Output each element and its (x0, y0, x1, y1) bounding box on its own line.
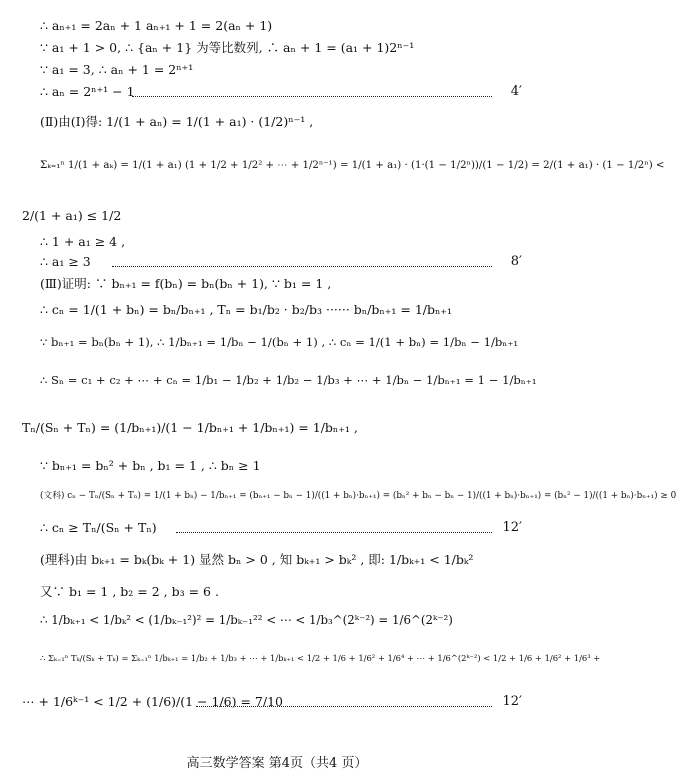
page-footer: 高三数学答案 第4页（共4 页） (186, 756, 368, 771)
dot-leader (132, 96, 492, 97)
line-10: (Ⅲ)证明: ∵ bₙ₊₁ = f(bₙ) = bₙ(bₙ + 1), ∵ b₁ = 1 , (40, 276, 332, 291)
line-5: (Ⅱ)由(Ⅰ)得: 1/(1 + aₙ) = 1/(1 + a₁) · (1/2)ⁿ⁻¹ , (40, 114, 314, 129)
score-8: 8′ (510, 254, 522, 269)
line-6: Σₖ₌₁ⁿ 1/(1 + aₖ) = 1/(1 + a₁) (1 + 1/2 + 1/2² + ⋯ + 1/2ⁿ⁻¹) = 1/(1 + a₁) · (1·(1 − 1/2ⁿ))/(1 − 1/2) = 2/(1 + a₁) · (1 − 1/2ⁿ) < (40, 160, 665, 171)
line-13: ∴ Sₙ = c₁ + c₂ + ⋯ + cₙ = 1/b₁ − 1/b₂ + 1/b₂ − 1/b₃ + ⋯ + 1/bₙ − 1/bₙ₊₁ = 1 − 1/bₙ₊₁ (40, 373, 537, 387)
line-7: 2/(1 + a₁) ≤ 1/2 (22, 208, 122, 223)
dot-leader (176, 532, 492, 533)
line-8: ∴ 1 + a₁ ≥ 4 , (40, 234, 126, 249)
score-4: 4′ (510, 84, 522, 99)
line-2: ∵ a₁ + 1 > 0, ∴ {aₙ + 1} 为等比数列, ∴ aₙ + 1 = (a₁ + 1)2ⁿ⁻¹ (40, 40, 415, 55)
line-12: ∵ bₙ₊₁ = bₙ(bₙ + 1), ∴ 1/bₙ₊₁ = 1/bₙ − 1/(bₙ + 1) , ∴ cₙ = 1/(1 + bₙ) = 1/bₙ − 1/bₙ₊₁ (40, 335, 519, 349)
line-4: ∴ aₙ = 2ⁿ⁺¹ − 1 (40, 84, 135, 99)
line-14: Tₙ/(Sₙ + Tₙ) = (1/bₙ₊₁)/(1 − 1/bₙ₊₁ + 1/bₙ₊₁) = 1/bₙ₊₁ , (22, 420, 358, 435)
line-3: ∵ a₁ = 3, ∴ aₙ + 1 = 2ⁿ⁺¹ (40, 62, 194, 77)
line-19: 又∵ b₁ = 1 , b₂ = 2 , b₃ = 6 . (40, 584, 219, 599)
dot-leader (112, 266, 492, 267)
line-15: ∵ bₙ₊₁ = bₙ² + bₙ , b₁ = 1 , ∴ bₙ ≥ 1 (40, 458, 261, 473)
line-9: ∴ a₁ ≥ 3 (40, 254, 91, 269)
line-20: ∴ 1/bₖ₊₁ < 1/bₖ² < (1/bₖ₋₁²)² = 1/bₖ₋₁²² < ⋯ < 1/b₃^(2ᵏ⁻²) = 1/6^(2ᵏ⁻²) (40, 613, 453, 627)
line-17: ∴ cₙ ≥ Tₙ/(Sₙ + Tₙ) (40, 520, 157, 535)
line-16: (文科) cₙ − Tₙ/(Sₙ + Tₙ) = 1/(1 + bₙ) − 1/bₙ₊₁ = (bₙ₊₁ − bₙ − 1)/((1 + bₙ)·bₙ₊₁) = (bₙ² + bₙ − bₙ − 1)/((1 + bₙ)·bₙ₊₁) = (bₙ² − 1)/((1 + bₙ)·bₙ₊₁) ≥ 0 (40, 491, 676, 501)
line-1: ∴ aₙ₊₁ = 2aₙ + 1 aₙ₊₁ + 1 = 2(aₙ + 1) (40, 18, 273, 33)
line-11: ∴ cₙ = 1/(1 + bₙ) = bₙ/bₙ₊₁ , Tₙ = b₁/b₂ · b₂/b₃ ······ bₙ/bₙ₊₁ = 1/bₙ₊₁ (40, 302, 453, 317)
line-22: ⋯ + 1/6ᵏ⁻¹ < 1/2 + (1/6)/(1 − 1/6) = 7/10 (22, 694, 283, 709)
dot-leader (196, 706, 492, 707)
line-18: (理科)由 bₖ₊₁ = bₖ(bₖ + 1) 显然 bₙ > 0 , 知 bₖ₊₁ > bₖ² , 即: 1/bₖ₊₁ < 1/bₖ² (40, 552, 474, 567)
score-12-final: 12′ (502, 694, 522, 709)
line-21: ∴ Σₖ₌₁ⁿ Tₖ/(Sₖ + Tₖ) = Σₖ₌₁ⁿ 1/bₖ₊₁ = 1/b₂ + 1/b₃ + ⋯ + 1/bₖ₊₁ < 1/2 + 1/6 + 1/6² + 1/6⁴ + ⋯ + 1/6^(2ᵏ⁻²) < 1/2 + 1/6 + 1/6² + 1/6³ + (40, 653, 601, 663)
score-12: 12′ (502, 520, 522, 535)
